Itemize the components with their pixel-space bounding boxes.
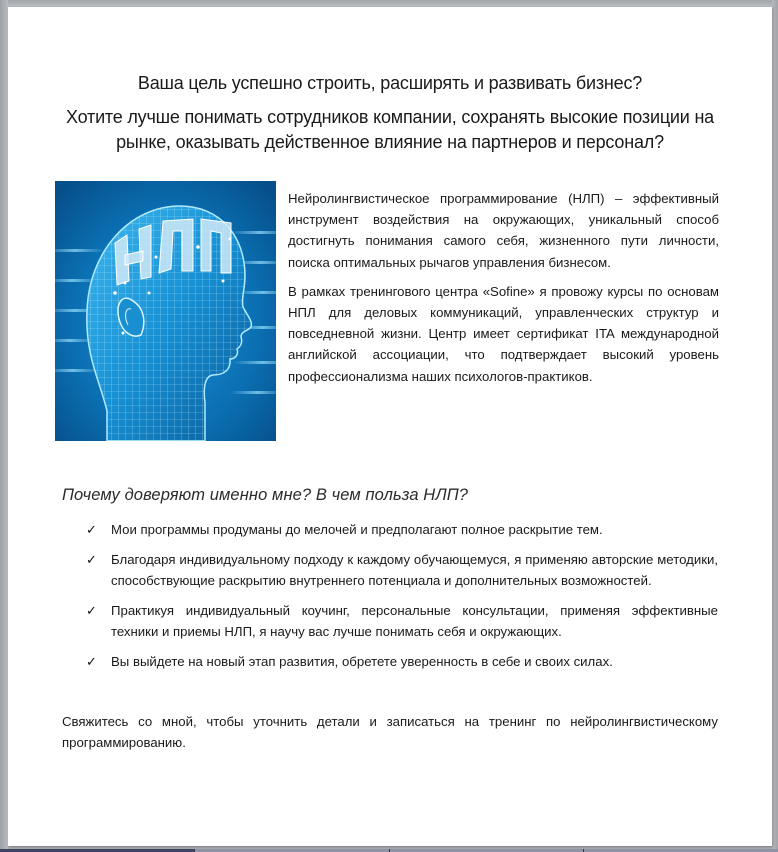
- list-item-text: Благодаря индивидуальному подходу к каждому обучающемуся, я применяю авторские методики, способствующие раскрытию внутреннего потенциала и дополнительных возможностей.: [111, 552, 718, 588]
- intro-paragraph-training-center: В рамках тренингового центра «Sofine» я провожу курсы по основам НПЛ для деловых коммуникаций, управленческих структур и повседневной жизни. Центр имеет сертификат ITA международной английской ассоциации, что подтверждает высокий уровень профессионализма наших психологов-практиков.: [288, 283, 719, 384]
- intro-text: [288, 188, 719, 395]
- section-heading-why-trust: Почему доверяют именно мне? В чем польза НЛП?: [62, 486, 469, 504]
- list-item-text: Мои программы продуманы до мелочей и предполагают полное раскрытие тем.: [111, 522, 603, 537]
- list-item: [86, 651, 718, 672]
- window-frame-left: [0, 0, 8, 852]
- window-frame-top: [0, 0, 778, 7]
- document-page: [8, 7, 772, 846]
- headline-question: Ваша цель успешно строить, расширять и развивать бизнес?: [137, 73, 643, 93]
- wireframe-head-illustration: [55, 181, 276, 441]
- nlp-head-image: [55, 181, 276, 441]
- list-item: [86, 519, 718, 540]
- window-frame-right: [772, 0, 778, 852]
- list-item: [86, 600, 718, 642]
- contact-call-to-action: Свяжитесь со мной, чтобы уточнить детали и записаться на тренинг по нейролингвистическому программированию.: [62, 714, 718, 750]
- list-item-text: Вы выйдете на новый этап развития, обретете уверенность в себе и своих силах.: [111, 654, 613, 669]
- list-item: [86, 549, 718, 591]
- checkmark-icon: ✓: [86, 654, 97, 669]
- checkmark-icon: ✓: [86, 603, 97, 618]
- subheadline-question: Хотите лучше понимать сотрудников компании, сохранять высокие позиции на рынке, оказывать действенное влияние на партнеров и персонал?: [66, 107, 714, 152]
- benefits-list: [86, 519, 718, 681]
- checkmark-icon: ✓: [86, 552, 97, 567]
- checkmark-icon: ✓: [86, 522, 97, 537]
- list-item-text: Практикуя индивидуальный коучинг, персональные консультации, применяя эффективные техники и приемы НЛП, я научу вас лучше понимать себя и окружающих.: [111, 603, 718, 639]
- intro-paragraph-nlp-definition: Нейролингвистическое программирование (НЛП) – эффективный инструмент воздействия на окружающих, уникальный способ достигнуть понимания самого себя, жизненного пути личности, поиска оптимальных рычагов управления бизнесом.: [288, 191, 719, 270]
